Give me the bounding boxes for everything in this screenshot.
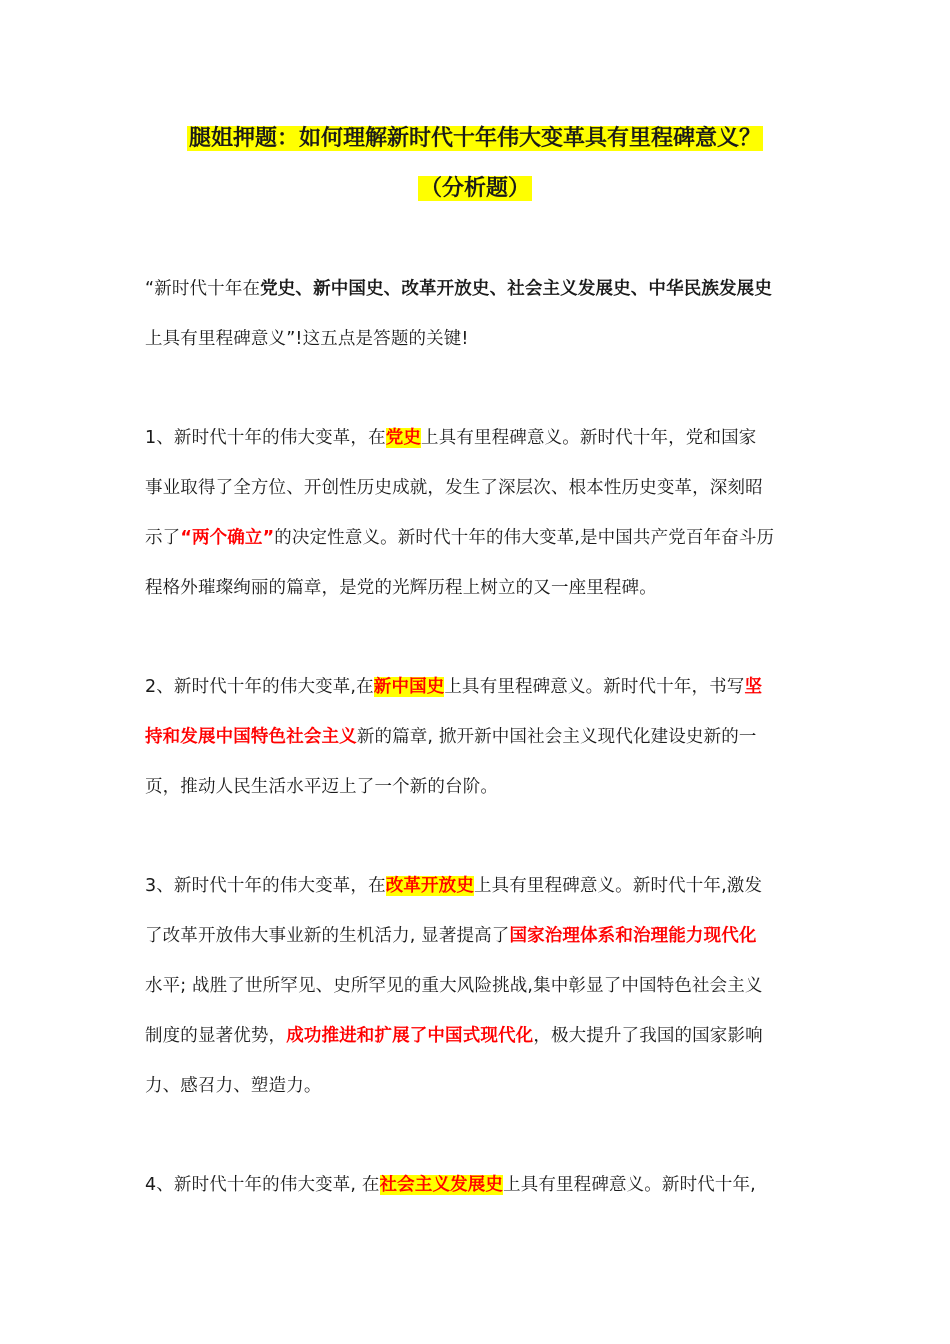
point-3-text: 上具有里程碑意义。新时代十年,激发 <box>473 876 763 896</box>
point-3-line-4 <box>145 1011 810 1061</box>
point-1-line-2: 事业取得了全方位、开创性历史成就，发生了深层次、根本性历史变革，深刻昭 <box>145 478 763 498</box>
point-3-text: ，极大提升了我国的国家影响 <box>533 1026 763 1046</box>
point-1-text: 上具有里程碑意义。新时代十年，党和国家 <box>421 428 757 448</box>
point-3-text: 制度的显著优势， <box>145 1026 287 1046</box>
point-3-paragraph <box>145 861 810 1111</box>
point-3-line-2 <box>145 911 810 961</box>
intro-line-1 <box>145 264 810 314</box>
point-2-line-2 <box>145 712 810 762</box>
point-2-red-text: 坚 <box>744 677 763 697</box>
point-4-paragraph <box>145 1160 810 1210</box>
intro-text: “新时代十年在 <box>145 279 261 299</box>
point-3-line-3: 水平; 战胜了世所罕见、史所罕见的重大风险挑战,集中彰显了中国特色社会主义 <box>145 976 763 996</box>
point-1-line-4: 程格外璀璨绚丽的篇章，是党的光辉历程上树立的又一座里程碑。 <box>145 578 657 598</box>
point-2-text: 新的篇章, 掀开新中国社会主义现代化建设史新的一 <box>356 727 757 747</box>
point-1-highlight: 党史 <box>385 428 422 448</box>
point-1-line-1 <box>145 413 810 463</box>
point-2-text: 上具有里程碑意义。新时代十年，书写 <box>444 677 745 697</box>
point-2-line-1 <box>145 662 810 712</box>
point-3-line-5: 力、感召力、塑造力。 <box>145 1076 322 1096</box>
point-4-highlight: 社会主义发展史 <box>379 1175 504 1195</box>
point-3-highlight: 改革开放史 <box>385 876 474 896</box>
point-2-highlight: 新中国史 <box>373 677 445 697</box>
document-title-text: 腿姐押题：如何理解新时代十年伟大变革具有里程碑意义？ <box>188 126 761 151</box>
point-2-line-3: 页，推动人民生活水平迈上了一个新的台阶。 <box>145 777 498 797</box>
point-1-text: 示了 <box>145 528 181 548</box>
document-title <box>0 122 950 156</box>
point-3-line-1 <box>145 861 810 911</box>
point-2-text: 2、新时代十年的伟大变革,在 <box>145 677 374 697</box>
point-3-red-text: 国家治理体系和治理能力现代化 <box>509 926 757 946</box>
point-3-text: 3、新时代十年的伟大变革，在 <box>145 876 386 896</box>
point-2-paragraph <box>145 662 810 812</box>
point-1-paragraph <box>145 413 810 613</box>
point-4-text: 4、新时代十年的伟大变革, 在 <box>145 1175 380 1195</box>
point-1-text: 的决定性意义。新时代十年的伟大变革,是中国共产党百年奋斗历 <box>274 528 775 548</box>
document-subtitle <box>0 172 950 206</box>
point-1-red-text: “两个确立” <box>180 528 275 548</box>
point-1-line-3 <box>145 513 810 563</box>
point-4-text: 上具有里程碑意义。新时代十年, <box>503 1175 756 1195</box>
document-subtitle-text: （分析题） <box>419 176 530 201</box>
point-4-line-1 <box>145 1160 810 1210</box>
intro-paragraph <box>145 264 810 364</box>
intro-bold-text: 党史、新中国史、改革开放史、社会主义发展史、中华民族发展史 <box>260 279 772 299</box>
point-3-text: 了改革开放伟大事业新的生机活力, 显著提高了 <box>145 926 510 946</box>
point-2-red-text: 持和发展中国特色社会主义 <box>145 727 357 747</box>
intro-line-2: 上具有里程碑意义”!这五点是答题的关键! <box>145 329 469 349</box>
point-3-red-text: 成功推进和扩展了中国式现代化 <box>286 1026 534 1046</box>
point-1-text: 1、新时代十年的伟大变革，在 <box>145 428 386 448</box>
